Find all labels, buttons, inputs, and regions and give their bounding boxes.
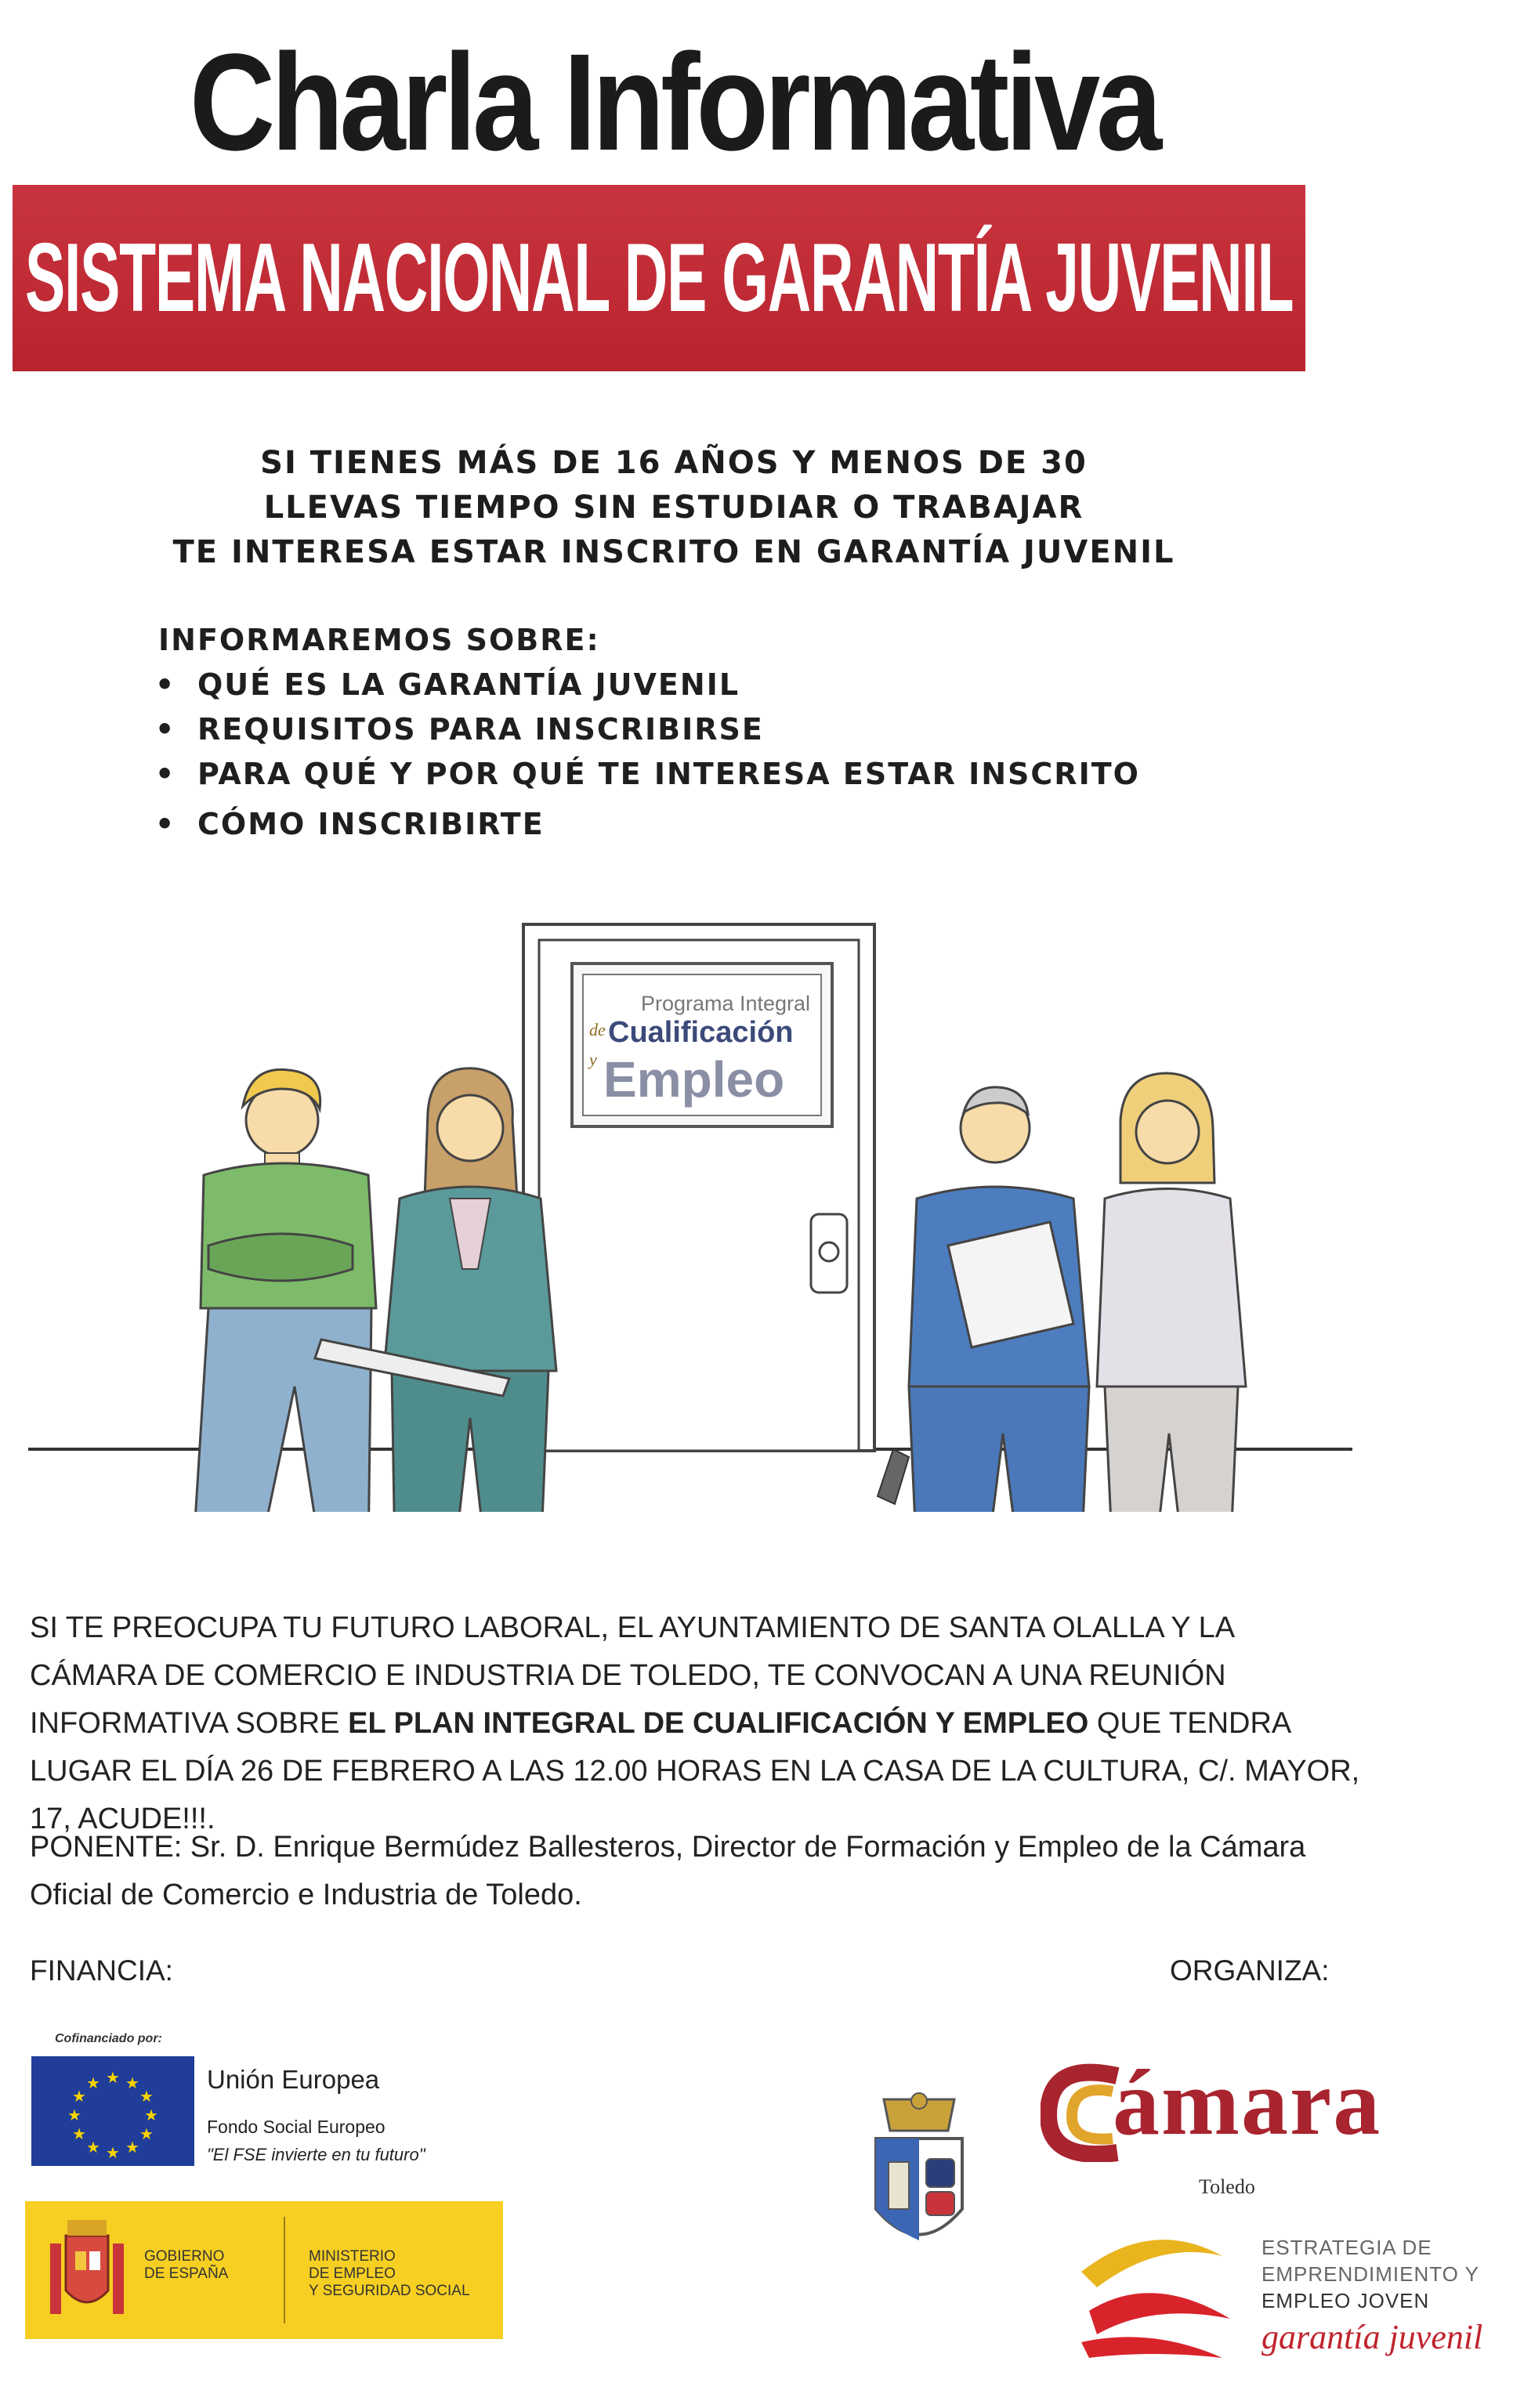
estrategia-line-2: EMPRENDIMIENTO Y — [1261, 2262, 1479, 2286]
info-item-text: REQUISITOS PARA INSCRIBIRSE — [197, 712, 764, 747]
info-item: • CÓMO INSCRIBIRTE — [155, 807, 545, 841]
svg-text:★: ★ — [72, 2087, 86, 2106]
intro-line-1: SI TIENES MÁS DE 16 AÑOS Y MENOS DE 30 — [260, 445, 1088, 481]
svg-text:★: ★ — [72, 2124, 86, 2143]
gobierno-logo — [25, 2201, 503, 2339]
estrategia-line-1: ESTRATEGIA DE — [1261, 2236, 1432, 2259]
sign-line-3: Empleo — [603, 1051, 785, 1108]
svg-text:★: ★ — [67, 2106, 81, 2124]
svg-text:★: ★ — [106, 2068, 120, 2087]
intro-line-2: LLEVAS TIEMPO SIN ESTUDIAR O TRABAJAR — [263, 490, 1084, 526]
gobierno-line-2: DE ESPAÑA — [144, 2265, 229, 2282]
banner-text: SISTEMA NACIONAL DE GARANTÍA JUVENIL — [24, 224, 1294, 332]
eu-slogan: "El FSE invierte en tu futuro" — [207, 2145, 425, 2164]
ministerio-line-1: MINISTERIO — [309, 2248, 396, 2265]
svg-text:★: ★ — [125, 2074, 139, 2092]
sign-line-2: Cualificación — [608, 1016, 794, 1049]
garantia-juvenil-swoosh-icon — [1066, 2225, 1238, 2366]
speaker-paragraph: PONENTE: Sr. D. Enrique Bermúdez Ballesteros, Director de Formación y Empleo de la Cámara Oficial de Comercio e Industria de Toledo. — [30, 1831, 1306, 1911]
organiza-label: ORGANIZA: — [1170, 1954, 1330, 1987]
eu-flag-icon — [31, 2056, 194, 2166]
svg-text:★: ★ — [144, 2106, 158, 2124]
person-blonde-woman-icon — [1097, 1073, 1246, 1512]
info-item: • PARA QUÉ Y POR QUÉ TE INTERESA ESTAR INSCRITO — [155, 757, 1140, 791]
ministerio-line-2: DE EMPLEO — [309, 2265, 396, 2282]
page-title: Charla Informativa — [189, 26, 1159, 179]
santa-olalla-coat-of-arms-icon — [860, 2084, 978, 2264]
gobierno-line-1: GOBIERNO — [144, 2248, 225, 2265]
info-item: • REQUISITOS PARA INSCRIBIRSE — [155, 712, 764, 747]
camara-name: ámara — [1113, 2050, 1382, 2154]
eu-name: Unión Europea — [207, 2065, 380, 2094]
svg-text:★: ★ — [139, 2124, 154, 2143]
garantia-juvenil-text: garantía juvenil — [1261, 2318, 1483, 2356]
sign-y: y — [589, 1050, 597, 1069]
spain-coat-of-arms-icon — [44, 2212, 130, 2328]
info-item: • QUÉ ES LA GARANTÍA JUVENIL — [155, 667, 740, 702]
announcement-text-a: SI TE PREOCUPA TU FUTURO LABORAL, EL AYUNTAMIENTO DE SANTA OLALLA Y LA CÁMARA DE COMERCIO E INDUSTRIA DE TOLEDO, TE CONVOCAN A UNA REUNIÓN INFORMATIVA SOBRE — [30, 1611, 1233, 1740]
announcement-text-b: QUE TENDRA LUGAR EL DÍA 26 DE FEBRERO A LAS 12.00 HORAS EN LA CASA DE LA CULTURA, C/. MAYOR, 17, ACUDE!!!. — [30, 1707, 1360, 1835]
svg-text:★: ★ — [139, 2087, 154, 2106]
announcement-plan-name: EL PLAN INTEGRAL DE CUALIFICACIÓN Y EMPLEO — [348, 1707, 1089, 1740]
eu-cofinanced-label: Cofinanciado por: — [55, 2032, 162, 2045]
info-item-text: CÓMO INSCRIBIRTE — [197, 807, 545, 841]
title-banner — [13, 185, 1305, 371]
camara-city: Toledo — [1199, 2175, 1255, 2198]
sign-de: de — [589, 1020, 606, 1039]
workers-illustration — [24, 901, 1356, 1512]
svg-text:★: ★ — [86, 2138, 100, 2157]
eu-fund: Fondo Social Europeo — [207, 2117, 385, 2137]
svg-text:★: ★ — [106, 2143, 120, 2162]
svg-text:★: ★ — [86, 2074, 100, 2092]
ministerio-line-3: Y SEGURIDAD SOCIAL — [309, 2283, 470, 2299]
financia-label: FINANCIA: — [30, 1954, 173, 1987]
info-heading: INFORMAREMOS SOBRE: — [158, 623, 600, 657]
info-item-text: PARA QUÉ Y POR QUÉ TE INTERESA ESTAR INSCRITO — [197, 757, 1140, 791]
intro-line-3: TE INTERESA ESTAR INSCRITO EN GARANTÍA JUVENIL — [172, 534, 1175, 570]
program-sign — [572, 964, 832, 1126]
svg-text:★: ★ — [125, 2138, 139, 2157]
person-green-shirt-icon — [193, 1069, 376, 1512]
announcement-paragraph — [30, 1604, 1362, 1843]
sign-line-1: Programa Integral — [640, 992, 811, 1015]
info-item-text: QUÉ ES LA GARANTÍA JUVENIL — [197, 667, 740, 702]
estrategia-line-3: EMPLEO JOVEN — [1261, 2289, 1430, 2312]
